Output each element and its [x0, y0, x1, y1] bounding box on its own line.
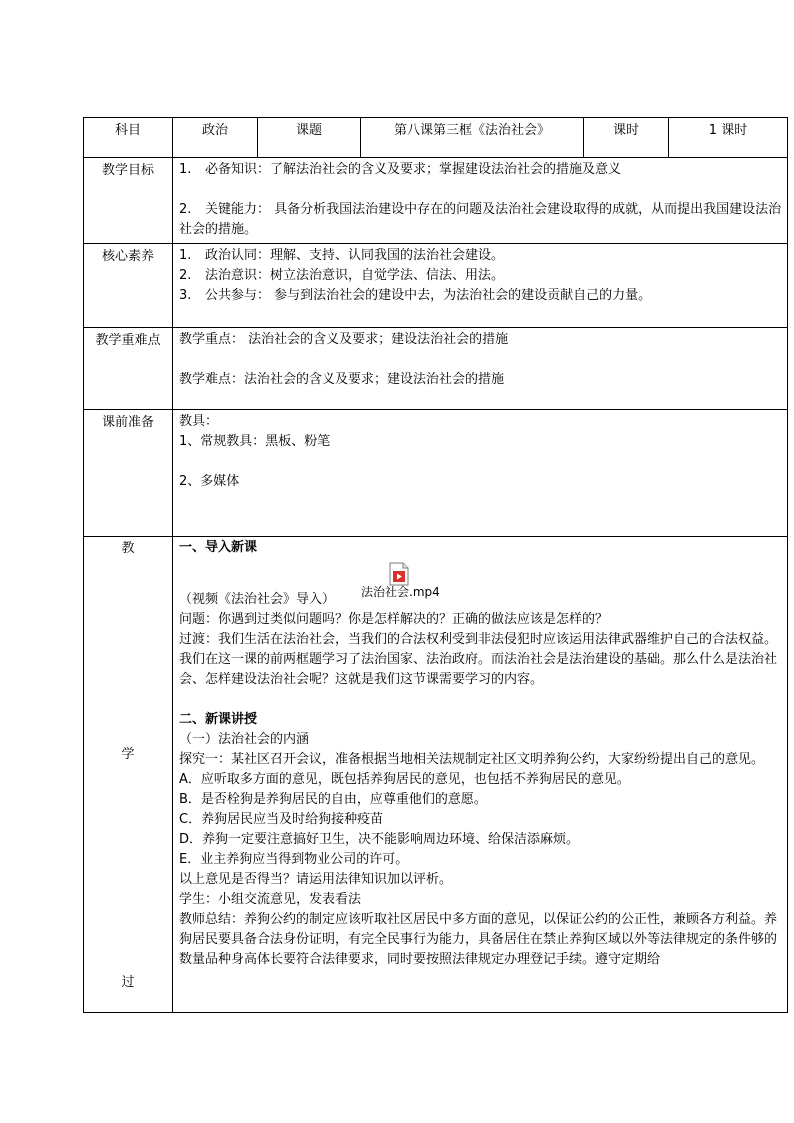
period-label: 课时	[584, 118, 669, 158]
period-value: 1 课时	[669, 118, 788, 158]
option-item: A．应听取多方面的意见，既包括养狗居民的意见，也包括不养狗居民的意见。	[179, 772, 630, 787]
option-item: E．业主养狗应当得到物业公司的许可。	[179, 852, 409, 867]
lesson-plan-table	[83, 117, 788, 1013]
subsection-heading: （一）法治社会的内涵	[179, 732, 310, 747]
transition-text: 过渡：我们生活在法治社会，当我们的合法权利受到非法侵犯时应该运用法律武器维护自己的合法权益。我们在这一课的前两框题学习了法治国家、法治政府。而法治社会是法治建设的基础。那么什么是法治社会、怎样建设法治社会呢？这就是我们这节课需要学习的内容。	[179, 632, 778, 687]
option-item: B．是否栓狗是养狗居民的自由，应尊重他们的意愿。	[179, 792, 487, 807]
subject-label: 科目	[84, 118, 173, 158]
header-row	[84, 118, 788, 158]
literacy-row	[84, 244, 788, 328]
keypoints-content	[173, 328, 788, 410]
objective-item: 1. 必备知识：了解法治社会的含义及要求；掌握建设法治社会的措施及意义	[179, 162, 622, 177]
lesson-label: 课题	[258, 118, 361, 158]
explore-text: 探究一：某社区召开会议，准备根据当地相关法规制定社区文明养狗公约，大家纷纷提出自己的意见。	[179, 752, 765, 767]
key-point: 教学重点： 法治社会的含义及要求；建设法治社会的措施	[179, 332, 509, 347]
ask-text: 以上意见是否得当？请运用法律知识加以评析。	[179, 872, 453, 887]
prep-line: 教具：	[179, 414, 219, 429]
video-attachment[interactable]	[179, 558, 783, 600]
literacy-item: 2. 法治意识：树立法治意识，自觉学法、信法、用法。	[179, 268, 505, 283]
prep-label: 课前准备	[84, 410, 173, 537]
process-label	[84, 537, 173, 1013]
keypoints-label: 教学重难点	[84, 328, 173, 410]
objectives-label: 教学目标	[84, 158, 173, 244]
attachment-filename[interactable]: 法治社会.mp4	[361, 585, 440, 599]
student-text: 学生：小组交流意见，发表看法	[179, 892, 362, 907]
process-label-char: 过	[121, 975, 135, 990]
lesson-value: 第八课第三框《法治社会》	[361, 118, 584, 158]
prep-content	[173, 410, 788, 537]
literacy-label: 核心素养	[84, 244, 173, 328]
teacher-summary: 教师总结：养狗公约的制定应该听取社区居民中多方面的意见，以保证公约的公正性，兼顾各方利益。养狗居民要具备合法身份证明，有完全民事行为能力，具备居住在禁止养狗区域以外等法律规定的条件够的数量品种身高体长要符合法律要求，同时要按照法律规定办理登记手续。遵守定期给	[179, 912, 778, 967]
video-note: （视频《法治社会》导入）	[179, 592, 336, 607]
objectives-row	[84, 158, 788, 244]
prep-line: 1、常规教具：黑板、粉笔	[179, 434, 331, 449]
process-label-char: 学	[121, 747, 135, 762]
prep-row	[84, 410, 788, 537]
prep-line: 2、多媒体	[179, 474, 240, 489]
process-row	[84, 537, 788, 1013]
question-text: 问题：你遇到过类似问题吗？你是怎样解决的？正确的做法应该是怎样的？	[179, 612, 609, 627]
subject-value: 政治	[173, 118, 258, 158]
literacy-item: 3. 公共参与： 参与到法治社会的建设中去，为法治社会的建设贡献自己的力量。	[179, 288, 652, 303]
objective-item: 2. 关键能力： 具备分析我国法治建设中存在的问题及法治社会建设取得的成就，从而提出我国建设法治社会的措施。	[179, 202, 782, 237]
section-heading: 一、导入新课	[179, 540, 258, 555]
section-heading: 二、新课讲授	[179, 712, 258, 727]
literacy-item: 1. 政治认同：理解、支持、认同我国的法治社会建设。	[179, 248, 505, 263]
option-item: C．养狗居民应当及时给狗接种疫苗	[179, 812, 384, 827]
option-item: D．养狗一定要注意搞好卫生，决不能影响周边环境、给保洁添麻烦。	[179, 832, 580, 847]
difficult-point: 教学难点：法治社会的含义及要求；建设法治社会的措施	[179, 372, 505, 387]
process-content	[173, 537, 788, 1013]
literacy-content	[173, 244, 788, 328]
keypoints-row	[84, 328, 788, 410]
process-label-char: 教	[121, 541, 135, 556]
objectives-content	[173, 158, 788, 244]
